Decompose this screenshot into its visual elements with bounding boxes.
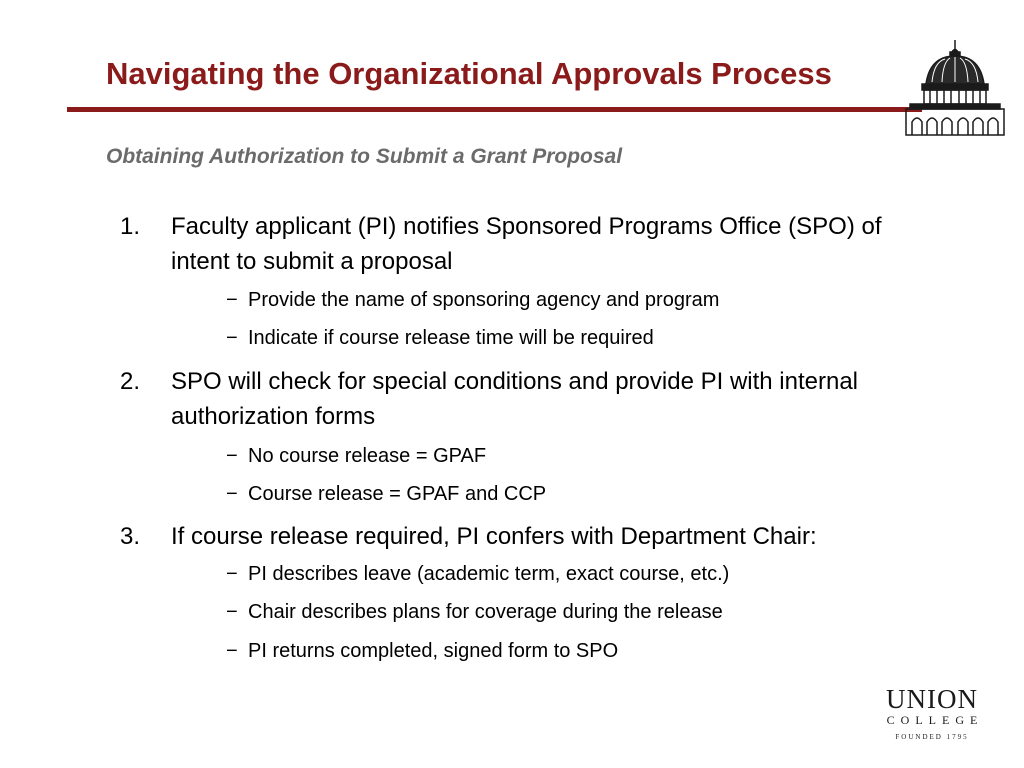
title-divider <box>67 107 922 112</box>
dash-bullet: − <box>226 563 238 585</box>
logo-subname: COLLEGE <box>886 713 984 727</box>
domed-building-icon <box>900 38 1010 138</box>
sub-item-text: PI returns completed, signed form to SPO <box>248 640 619 662</box>
sub-item-text: PI describes leave (academic term, exact course, etc.) <box>248 563 730 585</box>
list-item-text: If course release required, PI confers with Department Chair: <box>171 523 817 550</box>
sub-item-text: No course release = GPAF <box>248 445 487 467</box>
dash-bullet: − <box>226 289 238 311</box>
sub-item-text: Indicate if course release time will be required <box>248 327 654 349</box>
dash-bullet: − <box>226 445 238 467</box>
slide-title: Navigating the Organizational Approvals Process <box>106 56 832 91</box>
sub-item-text: Course release = GPAF and CCP <box>248 483 547 505</box>
union-college-logo <box>872 686 992 746</box>
dash-bullet: − <box>226 640 238 662</box>
list-item-text: Faculty applicant (PI) notifies Sponsored Programs Office (SPO) of intent to submit a proposal <box>171 213 882 275</box>
logo-name: UNION <box>886 684 978 714</box>
list-item-number: 2. <box>120 368 141 395</box>
dash-bullet: − <box>226 483 238 505</box>
logo-founded: FOUNDED 1795 <box>895 733 969 741</box>
dash-bullet: − <box>226 601 238 623</box>
sub-item-text: Chair describes plans for coverage during the release <box>248 601 723 623</box>
slide-subtitle: Obtaining Authorization to Submit a Grant Proposal <box>106 145 623 168</box>
list-item-number: 1. <box>120 213 141 240</box>
dash-bullet: − <box>226 327 238 349</box>
list-item-number: 3. <box>120 523 141 550</box>
list-item-text: SPO will check for special conditions and provide PI with internal authorization forms <box>171 368 858 430</box>
sub-item-text: Provide the name of sponsoring agency and program <box>248 289 720 311</box>
